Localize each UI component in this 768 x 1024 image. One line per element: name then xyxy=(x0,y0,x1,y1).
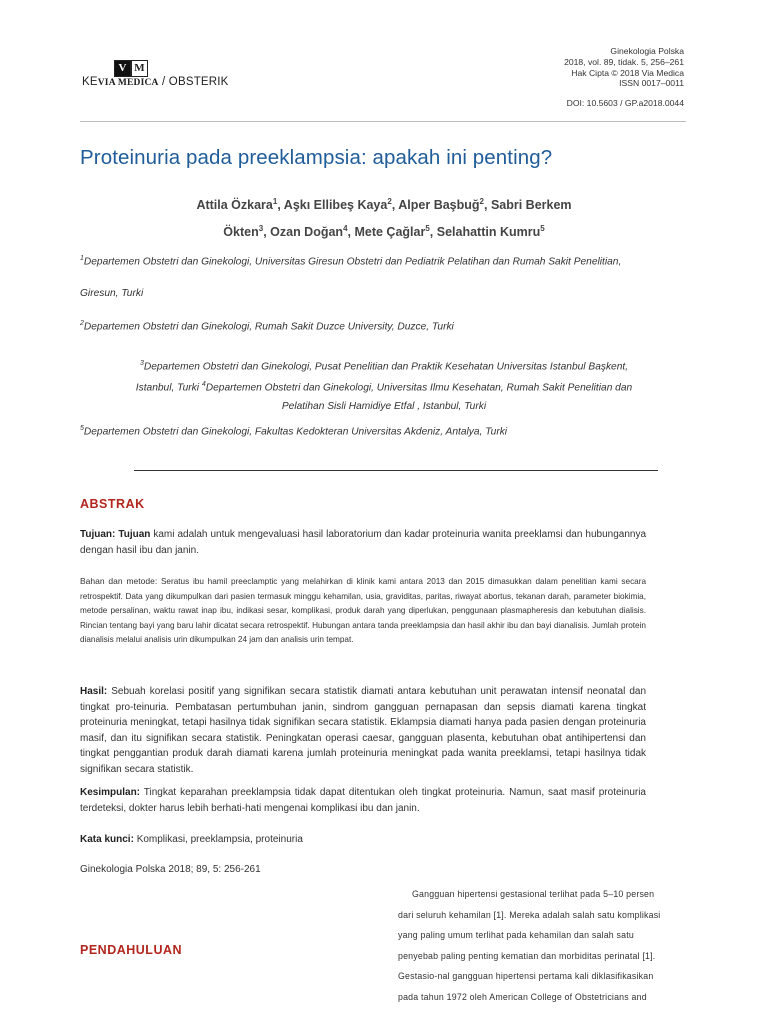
affiliation-1-city: Giresun, Turki xyxy=(80,288,144,299)
intro-text xyxy=(398,884,684,1008)
affiliation-1: $^1$Departemen Obstetri dan Ginekologi, Universitas Giresun Obstetri dan Pediatrik Pelatihan dan Rumah Sakit Penelitian, xyxy=(80,255,622,268)
author: Attila Özkara xyxy=(196,198,273,213)
logo-letter-v: V xyxy=(114,60,131,77)
journal-logo-text: VIA MEDICA xyxy=(97,78,159,88)
intro-line: yang paling umum terlihat pada kehamilan dan salah satu xyxy=(398,930,634,941)
section-divider xyxy=(134,470,658,471)
abstract-metode: Bahan dan metode: Seratus ibu hamil preeclamptic yang melahirkan di klinik kami antara 2013 dan 2015 dimasukkan dalam penelitian kami secara retrospektif. Data yang dikumpulkan dari pasien termasuk minggu kehamilan, usia, graviditas, paritas, riwayat abortus, tekanan darah, parameter biokimia, metode persalinan, waktu rawat inap ibu, indikasi sesar, komplikasi, produk darah yang diperlukan, penggunaan plasmapheresis dan kebutuhan dialisis. Rincian tentang bayi yang baru lahir dicatat secara retrospektif. Hubungan antara tanda preeklampsia dan hasil akhir ibu dan bayi dianalisis. Jumlah protein dianalisis melalui analisis urin dikumpulkan 24 jam dan analisis urin tempat. xyxy=(80,576,647,644)
doi: DOI: 10.5603 / GP.a2018.0044 xyxy=(566,98,684,108)
author: Sabri Berkem xyxy=(490,198,572,213)
publication-info xyxy=(564,46,684,89)
affiliation-3-4: $^3$Departemen Obstetri dan Ginekologi, Pusat Penelitian dan Praktik Kesehatan Universitas Istanbul Başkent, Istanbul, Turki $^4$Departemen Obstetri dan Ginekologi, Universitas Ilmu Kesehatan, Rumah Sakit Penelitian dan Pelatihan Sisli Hamidiye Etfal , Istanbul, Turki xyxy=(135,360,633,412)
abstract-kesimpulan: Kesimpulan: Tingkat keparahan preeklampsia tidak dapat ditentukan oleh tingkat proteinuria. Namun, saat masif proteinuria terdeteksi, dokter harus lebih berhati-hati mengenai komplikasi ibu dan janin. xyxy=(80,787,646,814)
author-list xyxy=(0,190,768,244)
pub-line: Hak Cipta © 2018 Via Medica xyxy=(571,67,684,78)
intro-line: pada tahun 1972 oleh American College of Obstetricians and xyxy=(398,991,647,1002)
journal-logo xyxy=(114,60,148,77)
author-line-1: Attila Özkara$^1$, Aşkı Ellibeş Kaya$^2$, Alper Başbuğ$^2$, Sabri Berkem xyxy=(196,197,572,213)
pub-line: ISSN 0017–0011 xyxy=(619,78,684,89)
abstract-hasil: Hasil: Sebuah korelasi positif yang signifikan secara statistik diamati antara kebutuhan unit perawatan intensif neonatal dan tingkat pro-teinuria. Pembatasan pertumbuhan janin, sindrom gangguan pernapasan dan sepsis diamati karena tingkat proteinuria meningkat, tetapi hasilnya tidak signifikan secara statistik. Eklampsia diamati hanya pada pasien dengan proteinuria masif, dan itu signifikan secara statistik. Peningkatan operasi caesar, gangguan plasenta, kebutuhan obat antihipertensi dan tingkat penggantian produk darah diamati karena jumlah proteinuria meningkat pada wanita preeklamsi, tetapi hasilnya tidak signifikan secara statistik. xyxy=(80,686,647,775)
author-line-2: Ökten$^3$, Ozan Doğan$^4$, Mete Çağlar$^5$, Selahattin Kumru$^5$ xyxy=(223,224,545,240)
intro-line: penyebab paling penting kematian dan morbiditas perinatal [1]. xyxy=(398,950,656,961)
logo-letter-m: M xyxy=(131,60,148,77)
citation: Ginekologia Polska 2018; 89, 5: 256-261 xyxy=(80,864,261,875)
author: Ökten xyxy=(223,225,259,240)
author: Selahattin Kumru xyxy=(436,225,541,240)
journal-name xyxy=(82,76,229,88)
author: Aşkı Ellibeş Kaya xyxy=(283,198,388,213)
abstract-keywords: Kata kunci: Komplikasi, preeklampsia, proteinuria xyxy=(80,834,303,845)
author: Ozan Doğan xyxy=(270,225,344,240)
intro-heading: PENDAHULUAN xyxy=(80,943,183,957)
header-divider xyxy=(80,121,686,122)
intro-line: dari seluruh kehamilan [1]. Mereka adalah salah satu komplikasi xyxy=(398,909,661,920)
abstract-tujuan: Tujuan: Tujuan kami adalah untuk mengevaluasi hasil laboratorium dan kadar proteinuria wanita preeklamsi dan hubungannya dengan hasil ibu dan janin. xyxy=(80,529,647,556)
affiliation-2: $^2$Departemen Obstetri dan Ginekologi, Rumah Sakit Duzce University, Duzce, Turki xyxy=(80,320,454,333)
pub-line: 2018, vol. 89, tidak. 5, 256–261 xyxy=(564,56,684,67)
journal-suffix: / OBSTERIK xyxy=(162,76,229,88)
article-title: Proteinuria pada preeklampsia: apakah ini penting? xyxy=(80,146,553,169)
intro-line: Gestasio-nal gangguan hipertensi pertama kali diklasifikasikan xyxy=(398,971,654,982)
author: Alper Başbuğ xyxy=(398,198,480,213)
intro-line: Gangguan hipertensi gestasional terlihat pada 5–10 persen xyxy=(412,889,655,899)
journal-prefix: KE xyxy=(82,76,98,88)
abstract-heading: ABSTRAK xyxy=(80,497,145,511)
affiliation-5: $^5$Departemen Obstetri dan Ginekologi, Fakultas Kedokteran Universitas Akdeniz, Antalya, Turki xyxy=(80,425,508,438)
pub-line: Ginekologia Polska xyxy=(610,46,684,56)
author: Mete Çağlar xyxy=(354,225,426,240)
